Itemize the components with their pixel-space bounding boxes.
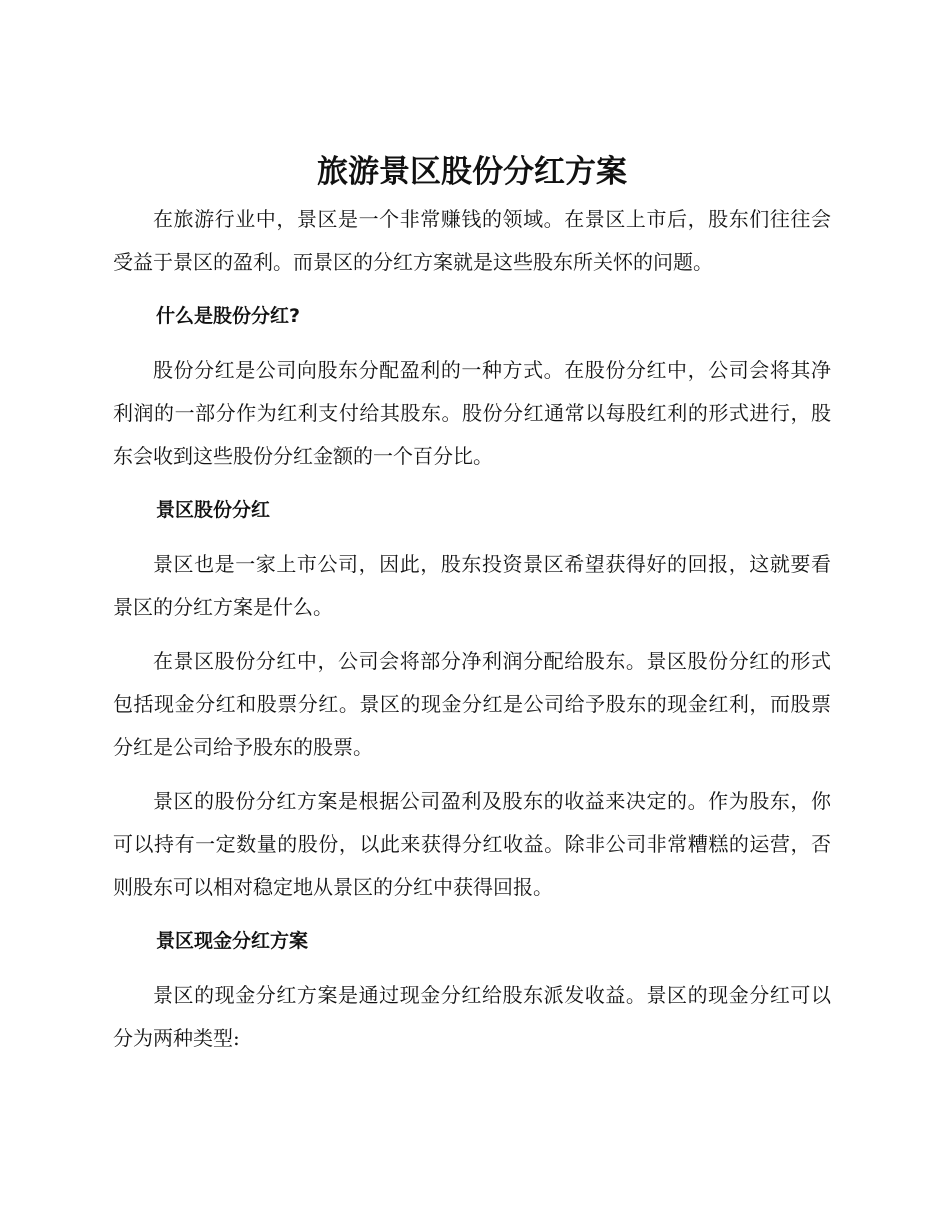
section-heading-what-is-dividend: 什么是股份分红? — [156, 305, 301, 327]
paragraph-dividend-forms: 在景区股份分红中，公司会将部分净利润分配给股东。景区股份分红的形式包括现金分红和股票分红。景区的现金分红是公司给予股东的现金红利，而股票分红是公司给予股东的股票。 — [113, 649, 831, 759]
paragraph-intro: 在旅游行业中，景区是一个非常赚钱的领域。在景区上市后，股东们往往会受益于景区的盈利。而景区的分红方案就是这些股东所关怀的问题。 — [113, 207, 831, 274]
paragraph-dividend-definition: 股份分红是公司向股东分配盈利的一种方式。在股份分红中，公司会将其净利润的一部分作为红利支付给其股东。股份分红通常以每股红利的形式进行，股东会收到这些股份分红金额的一个百分比。 — [113, 358, 831, 468]
paragraph-cash-dividend: 景区的现金分红方案是通过现金分红给股东派发收益。景区的现金分红可以分为两种类型: — [113, 983, 831, 1050]
section-heading-cash-dividend: 景区现金分红方案 — [156, 930, 309, 952]
paragraph-scenic-listed: 景区也是一家上市公司，因此，股东投资景区希望获得好的回报，这就要看景区的分红方案是什么。 — [113, 552, 831, 619]
section-heading-scenic-dividend: 景区股份分红 — [156, 499, 271, 521]
paragraph-dividend-plan-basis: 景区的股份分红方案是根据公司盈利及股东的收益来决定的。作为股东，你可以持有一定数量的股份，以此来获得分红收益。除非公司非常糟糕的运营，否则股东可以相对稳定地从景区的分红中获得回报。 — [113, 789, 831, 899]
document-body — [113, 150, 831, 1071]
document-title: 旅游景区股份分红方案 — [317, 154, 627, 190]
